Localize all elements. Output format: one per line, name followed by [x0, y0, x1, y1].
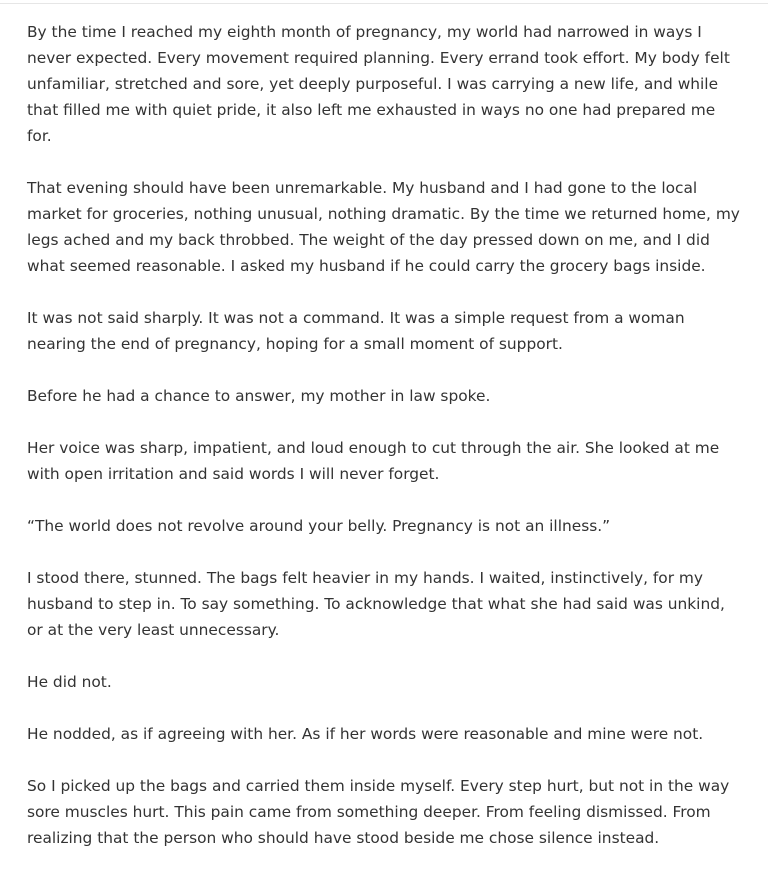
paragraph-8: He did not.: [27, 673, 112, 691]
paragraph-9: He nodded, as if agreeing with her. As if her words were reasonable and mine were not.: [27, 725, 704, 743]
paragraph-10: So I picked up the bags and carried them inside myself. Every step hurt, but not in the way sore muscles hurt. This pain came from something deeper. From feeling dismissed. From realizing that the person who should have stood beside me chose silence instead.: [27, 777, 730, 847]
top-divider: [0, 0, 768, 4]
paragraph-4: Before he had a chance to answer, my mother in law spoke.: [27, 387, 491, 405]
article-body: [27, 19, 743, 851]
quote-paragraph: “The world does not revolve around your belly. Pregnancy is not an illness.”: [27, 517, 611, 535]
paragraph-1: By the time I reached my eighth month of pregnancy, my world had narrowed in ways I never expected. Every movement required planning. Every errand took effort. My body felt unfamiliar, stretched and sore, yet deeply purposeful. I was carrying a new life, and while that filled me with quiet pride, it also left me exhausted in ways no one had prepared me for.: [27, 23, 730, 145]
paragraph-3: It was not said sharply. It was not a command. It was a simple request from a woman nearing the end of pregnancy, hoping for a small moment of support.: [27, 309, 685, 353]
paragraph-7: I stood there, stunned. The bags felt heavier in my hands. I waited, instinctively, for my husband to step in. To say something. To acknowledge that what she had said was unkind, or at the very least unnecessary.: [27, 569, 725, 639]
paragraph-2: That evening should have been unremarkable. My husband and I had gone to the local market for groceries, nothing unusual, nothing dramatic. By the time we returned home, my legs ached and my back throbbed. The weight of the day pressed down on me, and I did what seemed reasonable. I asked my husband if he could carry the grocery bags inside.: [27, 179, 740, 275]
paragraph-5: Her voice was sharp, impatient, and loud enough to cut through the air. She looked at me with open irritation and said words I will never forget.: [27, 439, 720, 483]
